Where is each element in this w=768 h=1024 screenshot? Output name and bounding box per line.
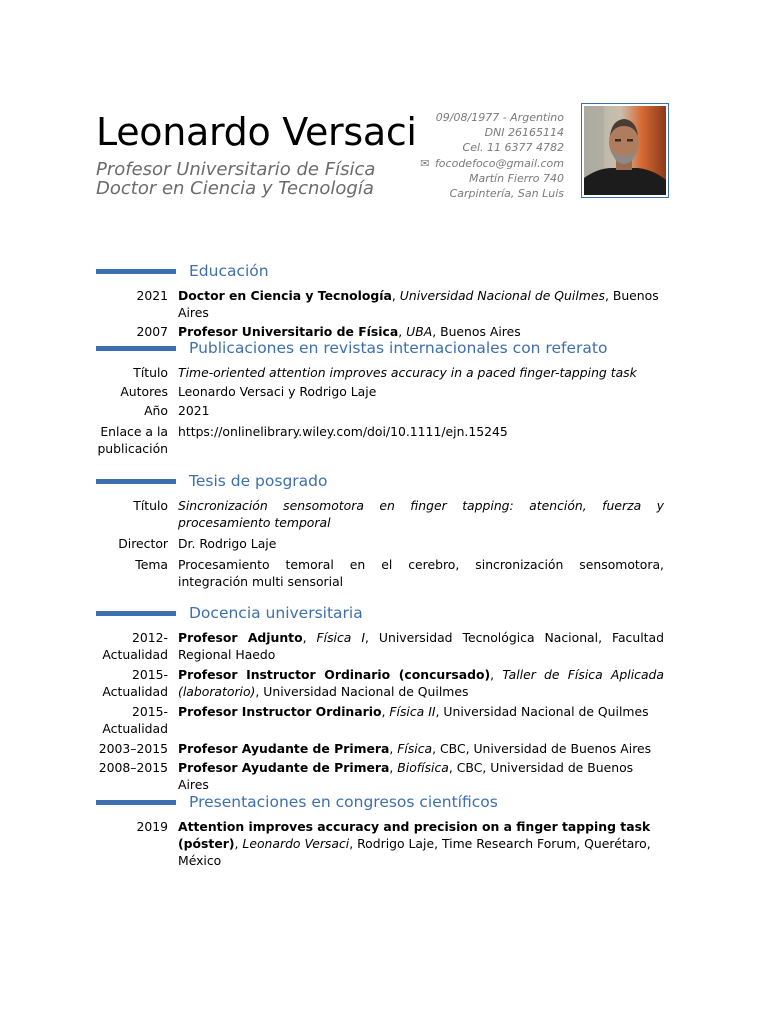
teaching-role: Profesor Ayudante de Primera <box>178 741 390 756</box>
teaching-period <box>0 666 178 700</box>
teaching-subject: Taller de Física Aplicada (laboratorio) <box>178 667 665 699</box>
teaching-role: Profesor Instructor Ordinario (concursado) <box>178 667 491 682</box>
thesis-title-row <box>0 497 768 531</box>
email-info[interactable] <box>420 156 564 171</box>
thesis-title-label: Título <box>133 498 168 513</box>
thesis-director-row <box>0 535 768 552</box>
thesis-topic: Procesamiento temoral en el cerebro, sincronización sensomotora, integración multi sensorial <box>178 557 664 589</box>
section-title: Tesis de posgrado <box>189 472 328 490</box>
thesis-topic-label: Tema <box>135 557 168 572</box>
edu-item: 2007 Profesor Universitario de Física, UBA, Buenos Aires <box>0 323 768 340</box>
section-tesis <box>0 470 768 590</box>
edu-institution: Universidad Nacional de Quilmes <box>399 288 605 303</box>
presentation-details: , Rodrigo Laje, Time Research Forum, Querétaro, México <box>178 836 651 868</box>
teaching-institution: , CBC, Universidad de Buenos Aires <box>178 760 634 792</box>
thesis-director: Dr. Rodrigo Laje <box>178 536 277 551</box>
teaching-period <box>0 629 178 663</box>
thesis-title: Sincronización sensomotora en finger tapping: atención, fuerza y procesamiento temporal <box>178 498 664 530</box>
pub-link-label-line2: publicación <box>97 441 168 456</box>
pub-link-label <box>0 423 178 457</box>
birth-info: 09/08/1977 - Argentino <box>435 111 564 124</box>
presentation-year: 2019 <box>136 819 168 834</box>
teaching-subject: Física <box>397 741 433 756</box>
pub-authors-row <box>0 383 768 400</box>
dni-info: DNI 26165114 <box>484 126 564 140</box>
pub-title-row <box>0 364 768 381</box>
teaching-subject: Física II <box>389 704 436 719</box>
city-info: Carpintería, San Luis <box>449 187 564 201</box>
phone-info: Cel. 11 6377 4782 <box>462 141 564 155</box>
pub-link-label-line1: Enlace a la <box>100 424 168 439</box>
section-bar <box>96 611 176 616</box>
teaching-period-start: 2015- <box>131 704 168 719</box>
edu-year: 2021 <box>136 288 168 303</box>
section-title: Docencia universitaria <box>189 604 363 622</box>
contact-block <box>420 110 564 201</box>
pub-year: 2021 <box>178 403 210 418</box>
edu-institution: UBA <box>406 324 433 339</box>
pub-link[interactable]: https://onlinelibrary.wiley.com/doi/10.1111/ejn.15245 <box>178 424 508 439</box>
presentation-title: Attention improves accuracy and precision on a finger tapping task (póster) <box>178 819 651 851</box>
thesis-topic-row <box>0 556 768 590</box>
pub-authors-label: Autores <box>120 384 168 399</box>
teaching-period-end: Actualidad <box>102 684 168 699</box>
teaching-item: 2003–2015 Profesor Ayudante de Primera, Física, CBC, Universidad de Buenos Aires <box>0 740 768 757</box>
teaching-period-end: Actualidad <box>102 721 168 736</box>
teaching-period <box>0 703 178 737</box>
edu-degree: Doctor en Ciencia y Tecnología <box>178 288 392 303</box>
pub-authors: Leonardo Versaci y Rodrigo Laje <box>178 384 377 399</box>
section-bar <box>96 346 176 351</box>
teaching-period-start: 2015- <box>131 667 168 682</box>
teaching-period: 2003–2015 <box>98 741 168 756</box>
teaching-item: 2015- Actualidad Profesor Instructor Ordinario, Física II, Universidad Nacional de Quilmes <box>0 703 768 737</box>
pub-year-row <box>0 402 768 419</box>
thesis-director-label: Director <box>118 536 168 551</box>
teaching-institution: , CBC, Universidad de Buenos Aires <box>432 741 652 756</box>
teaching-institution: , Universidad Nacional de Quilmes <box>435 704 649 719</box>
teaching-role: Profesor Ayudante de Primera <box>178 760 390 775</box>
pub-year-label: Año <box>144 403 168 418</box>
teaching-role: Profesor Instructor Ordinario <box>178 704 382 719</box>
address-info: Martín Fierro 740 <box>468 171 564 185</box>
edu-item: 2021 Doctor en Ciencia y Tecnología, Universidad Nacional de Quilmes, Buenos Aires <box>0 287 768 321</box>
section-educacion <box>0 260 768 340</box>
pub-title-label: Título <box>133 365 168 380</box>
edu-year: 2007 <box>136 324 168 339</box>
section-title: Educación <box>189 262 269 280</box>
pub-title: Time-oriented attention improves accuracy in a paced finger-tapping task <box>178 365 637 380</box>
profile-photo-image <box>584 106 666 195</box>
teaching-role: Profesor Adjunto <box>178 630 303 645</box>
email-text[interactable]: focodefoco@gmail.com <box>434 156 564 170</box>
teaching-subject: Biofísica <box>397 760 449 775</box>
teaching-institution: , Universidad Tecnológica Nacional, Facultad Regional Haedo <box>178 630 664 662</box>
cv-subtitle: Profesor Universitario de Física Doctor en Ciencia y Tecnología <box>96 159 376 199</box>
teaching-item: 2012- Actualidad Profesor Adjunto, Física I, Universidad Tecnológica Nacional, Facultad Regional Haedo <box>0 629 768 663</box>
section-bar <box>96 800 176 805</box>
section-presentaciones <box>0 791 768 869</box>
teaching-item: 2008–2015 Profesor Ayudante de Primera, Biofísica, CBC, Universidad de Buenos Aires <box>0 759 768 793</box>
pub-link-row <box>0 423 768 457</box>
section-publicaciones <box>0 337 768 457</box>
profile-photo <box>581 103 669 198</box>
teaching-institution: , Universidad Nacional de Quilmes <box>255 684 469 699</box>
section-title: Publicaciones en revistas internacionales con referato <box>189 339 608 357</box>
teaching-item: 2015- Actualidad Profesor Instructor Ordinario (concursado), Taller de Física Aplicada (laboratorio), Universidad Nacional de Quilmes <box>0 666 768 700</box>
teaching-period: 2008–2015 <box>98 760 168 775</box>
cv-name: Leonardo Versaci <box>96 110 417 154</box>
section-bar <box>96 479 176 484</box>
teaching-period-end: Actualidad <box>102 647 168 662</box>
envelope-icon: ✉ <box>420 156 430 170</box>
edu-degree: Profesor Universitario de Física <box>178 324 399 339</box>
teaching-subject: Física I <box>316 630 365 645</box>
teaching-period-start: 2012- <box>131 630 168 645</box>
edu-place: , Buenos Aires <box>432 324 521 339</box>
section-title: Presentaciones en congresos científicos <box>189 793 498 811</box>
presentation-item: 2019 Attention improves accuracy and precision on a finger tapping task (póster), Leonardo Versaci, Rodrigo Laje, Time Research Forum, Querétaro, México <box>0 818 768 869</box>
section-docencia <box>0 602 768 793</box>
edu-place: , Buenos Aires <box>178 288 659 320</box>
section-bar <box>96 269 176 274</box>
presentation-author: Leonardo Versaci <box>242 836 350 851</box>
